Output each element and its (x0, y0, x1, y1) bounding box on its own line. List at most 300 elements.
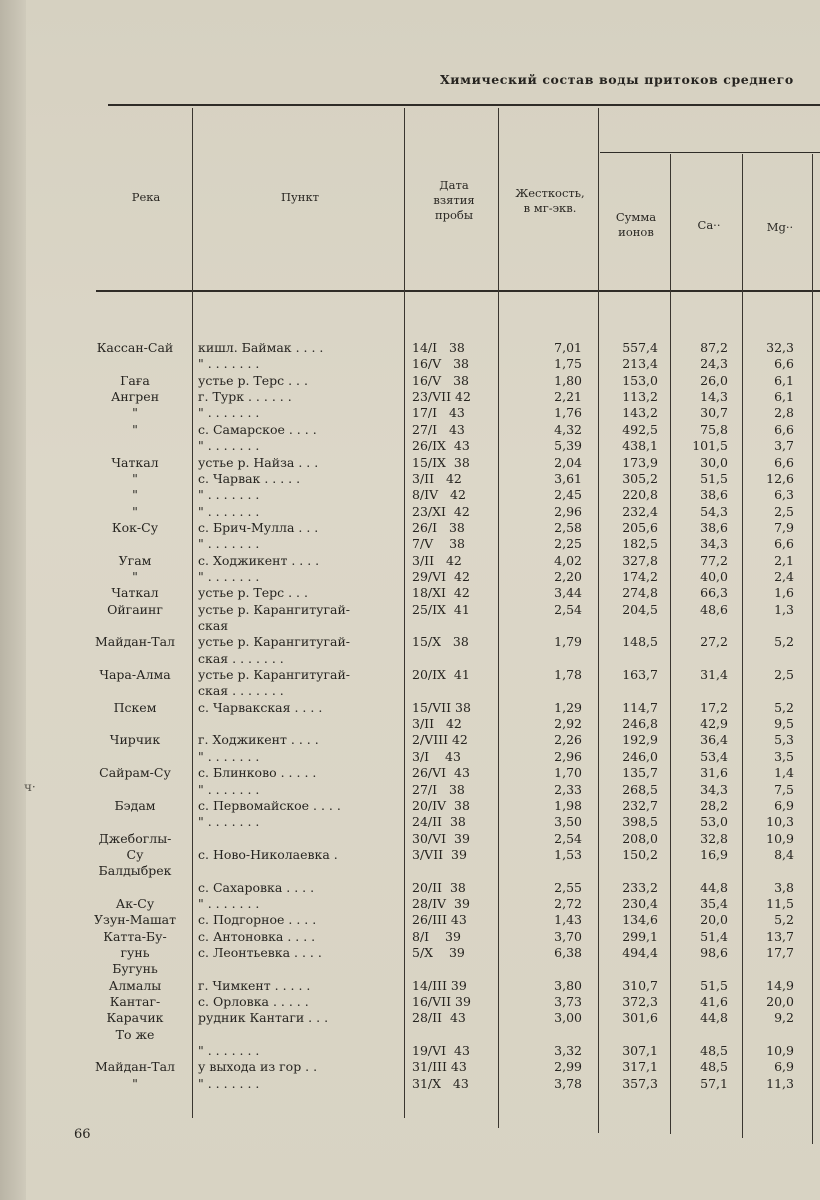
date-cell: 26/IX 43 (412, 438, 470, 454)
mg-cell: 17,7 (766, 945, 794, 960)
ca-cell: 57,1 (700, 1075, 728, 1091)
ca-cell: 36,4 (700, 732, 728, 748)
date-cell: 27/I 38 (412, 781, 465, 797)
table-row (0, 455, 820, 471)
hardness-cell: 2,55 (554, 879, 582, 895)
date-cell: 3/II 42 (412, 716, 462, 731)
point-cell: с. Самарское . . . . (198, 421, 317, 437)
hardness-cell: 6,38 (554, 945, 582, 960)
sum-ions-cell: 246,0 (622, 748, 658, 764)
river-cell: Узун-Машат (93, 912, 176, 928)
margin-mark: ч· (24, 780, 36, 794)
sum-ions-cell: 232,4 (622, 503, 658, 519)
sum-ions-cell: 213,4 (622, 356, 658, 372)
river-cell: Су (126, 846, 144, 862)
mg-cell: 6,1 (774, 389, 794, 405)
hardness-cell: 1,76 (554, 405, 582, 421)
mg-cell: 5,2 (774, 634, 794, 650)
date-cell: 18/XI 42 (412, 585, 470, 601)
ca-cell: 48,6 (700, 601, 728, 617)
date-cell: 28/IV 39 (412, 895, 470, 911)
hardness-cell: 2,25 (554, 536, 582, 552)
river-cell: Майдан-Тал (94, 1059, 176, 1075)
ca-cell: 87,2 (700, 340, 728, 355)
mg-cell: 10,3 (766, 814, 794, 830)
date-cell: 26/III 43 (412, 912, 467, 928)
table-row (0, 487, 820, 503)
ca-cell: 44,8 (700, 1010, 728, 1026)
ca-cell: 51,4 (700, 928, 728, 944)
mg-cell: 14,9 (766, 977, 794, 993)
hardness-cell: 2,04 (554, 454, 582, 470)
date-cell: 3/I 43 (412, 748, 461, 764)
mg-cell: 2,1 (774, 552, 794, 568)
hardness-cell: 2,20 (554, 568, 582, 584)
mg-cell: 6,6 (774, 536, 794, 552)
sum-ions-cell: 174,2 (622, 568, 658, 584)
river-cell: Чара-Алма (99, 667, 171, 682)
hardness-cell: 1,43 (554, 912, 582, 928)
table-row (0, 912, 820, 928)
sum-ions-cell: 134,6 (622, 912, 658, 928)
header-ca: Ca·· (697, 218, 721, 232)
point-cell: " . . . . . . . (198, 487, 260, 503)
date-cell: 2/VIII 42 (412, 732, 468, 748)
sum-ions-cell: 494,4 (622, 945, 658, 960)
point-cell: " . . . . . . . (198, 438, 260, 454)
point-cell: г. Чимкент . . . . . (198, 977, 311, 993)
mg-cell: 6,1 (774, 372, 794, 388)
table-row (0, 1059, 820, 1075)
point-cell: с. Леонтьевка . . . . (198, 945, 322, 960)
sum-ions-cell: 492,5 (622, 421, 658, 437)
river-cell: Чаткал (111, 454, 159, 470)
hardness-cell: 1,79 (554, 634, 582, 650)
river-cell: Бэдам (114, 797, 156, 813)
sum-ions-cell: 192,9 (622, 732, 658, 748)
mg-cell: 10,9 (766, 830, 794, 846)
date-cell: 15/IX 38 (412, 454, 470, 470)
sum-ions-cell: 208,0 (622, 830, 658, 846)
river-cell: Майдан-Тал (94, 634, 176, 650)
hardness-cell: 2,33 (554, 781, 582, 797)
table-row (0, 634, 820, 650)
sum-ions-cell: 317,1 (622, 1059, 658, 1075)
point-cell: с. Чарвак . . . . . (198, 470, 301, 486)
hardness-cell: 1,98 (554, 797, 582, 813)
ca-cell: 66,3 (700, 585, 728, 601)
date-cell: 28/II 43 (412, 1010, 466, 1026)
ca-cell: 53,0 (700, 814, 728, 830)
hardness-cell: 2,96 (554, 503, 582, 519)
hardness-cell: 1,80 (554, 372, 582, 388)
point-cell: с. Подгорное . . . . (198, 912, 317, 928)
hardness-cell: 2,96 (554, 748, 582, 764)
header-mg: Mg·· (766, 220, 794, 234)
point-cell: " . . . . . . . (198, 781, 260, 797)
hardness-cell: 5,39 (554, 438, 582, 454)
mg-cell: 8,4 (774, 846, 794, 862)
sum-ions-cell: 398,5 (622, 814, 658, 830)
point-cell: " . . . . . . . (198, 405, 260, 421)
hardness-cell: 2,72 (554, 895, 582, 911)
table-row (0, 1027, 820, 1043)
table-row (0, 732, 820, 748)
river-cell: Ойгаинг (107, 601, 163, 617)
point-cell: с. Орловка . . . . . (198, 994, 309, 1009)
hardness-cell: 7,01 (554, 340, 582, 355)
header-date (412, 178, 496, 223)
subheader-rule (600, 152, 820, 153)
river-cell: Угам (118, 552, 152, 568)
table-row (0, 536, 820, 552)
table-row (0, 896, 820, 912)
ca-cell: 14,3 (700, 389, 728, 405)
header-date-line: пробы (434, 208, 474, 222)
mg-cell: 3,5 (774, 748, 794, 764)
mg-cell: 6,6 (774, 356, 794, 372)
point-cell: г. Турк . . . . . . (198, 389, 292, 405)
river-cell: То же (115, 1026, 155, 1042)
ca-cell: 24,3 (700, 356, 728, 372)
ca-cell: 41,6 (700, 994, 728, 1009)
mg-cell: 6,9 (774, 1059, 794, 1075)
mg-cell: 32,3 (766, 340, 794, 355)
date-cell: 20/IV 38 (412, 797, 470, 813)
mg-cell: 9,2 (774, 1010, 794, 1026)
top-rule (108, 104, 820, 106)
mg-cell: 9,5 (774, 716, 794, 731)
mg-cell: 3,8 (774, 879, 794, 895)
sum-ions-cell: 143,2 (622, 405, 658, 421)
point-cell: устье р. Карангитугай- (198, 634, 351, 650)
date-cell: 19/VI 43 (412, 1043, 470, 1059)
table-row (0, 651, 820, 667)
point-cell: у выхода из гор . . (198, 1059, 318, 1075)
point-cell: с. Ново-Николаевка . (198, 846, 338, 862)
sum-ions-cell: 135,7 (622, 765, 658, 781)
ca-cell: 98,6 (700, 945, 728, 960)
mg-cell: 10,9 (766, 1043, 794, 1059)
ca-cell: 51,5 (700, 470, 728, 486)
table-row (0, 863, 820, 879)
date-cell: 26/VI 43 (412, 765, 470, 781)
hardness-cell: 1,75 (554, 356, 582, 372)
mg-cell: 2,8 (774, 405, 794, 421)
ca-cell: 40,0 (700, 568, 728, 584)
header-sum-line: ионов (618, 225, 654, 239)
table-row (0, 667, 820, 683)
table-row (0, 683, 820, 699)
date-cell: 8/I 39 (412, 928, 461, 944)
header-point: Пункт (280, 190, 319, 204)
point-cell: с. Первомайское . . . . (198, 797, 341, 813)
table-row (0, 716, 820, 732)
table-row (0, 1010, 820, 1026)
ca-cell: 31,4 (700, 667, 728, 682)
table-row (0, 814, 820, 830)
hardness-cell: 3,70 (554, 928, 582, 944)
table-row (0, 340, 820, 356)
date-cell: 8/IV 42 (412, 487, 466, 503)
sum-ions-cell: 113,2 (622, 389, 658, 405)
mg-cell: 6,9 (774, 797, 794, 813)
hardness-cell: 2,92 (554, 716, 582, 731)
ca-cell: 51,5 (700, 977, 728, 993)
point-cell: г. Ходжикент . . . . (198, 732, 319, 748)
mg-cell: 6,3 (774, 487, 794, 503)
sum-ions-cell: 230,4 (622, 895, 658, 911)
date-cell: 23/XI 42 (412, 503, 470, 519)
date-cell: 20/II 38 (412, 879, 466, 895)
sum-ions-cell: 372,3 (622, 994, 658, 1009)
point-cell: " . . . . . . . (198, 1075, 260, 1091)
ca-cell: 44,8 (700, 879, 728, 895)
date-cell: 24/II 38 (412, 814, 466, 830)
header-bottom-rule (96, 290, 820, 292)
table-row (0, 1076, 820, 1092)
river-cell: Чирчик (109, 732, 161, 748)
point-cell: ская . . . . . . . (198, 683, 284, 699)
mg-cell: 6,6 (774, 421, 794, 437)
date-cell: 29/VI 42 (412, 568, 470, 584)
river-cell: Карачик (106, 1010, 164, 1026)
mg-cell: 11,5 (766, 895, 794, 911)
point-cell: рудник Кантаги . . . (198, 1010, 329, 1026)
hardness-cell: 3,00 (554, 1010, 582, 1026)
point-cell: устье р. Карангитугай- (198, 601, 351, 617)
table-row (0, 749, 820, 765)
river-cell: Катта-Бу- (103, 928, 167, 944)
page-number: 66 (74, 1127, 91, 1142)
point-cell: устье р. Карангитугай- (198, 667, 351, 682)
header-sum-ions (602, 210, 670, 240)
hardness-cell: 2,21 (554, 389, 582, 405)
sum-ions-cell: 274,8 (622, 585, 658, 601)
ca-cell: 38,6 (700, 519, 728, 535)
point-cell: с. Антоновка . . . . (198, 928, 316, 944)
header-hardness-line: в мг-экв. (523, 201, 577, 215)
sum-ions-cell: 220,8 (622, 487, 658, 503)
date-cell: 31/X 43 (412, 1075, 469, 1091)
mg-cell: 11,3 (766, 1075, 794, 1091)
river-cell: Джебоглы- (98, 830, 172, 846)
point-cell: ская . . . . . . . (198, 650, 284, 666)
hardness-cell: 2,99 (554, 1059, 582, 1075)
river-cell: " (132, 421, 138, 437)
mg-cell: 1,6 (774, 585, 794, 601)
hardness-cell: 1,29 (554, 699, 582, 715)
hardness-cell: 1,70 (554, 765, 582, 781)
point-cell: устье р. Терс . . . (198, 585, 308, 601)
river-cell: Кантаг- (109, 994, 161, 1009)
table-row (0, 373, 820, 389)
date-cell: 15/X 38 (412, 634, 469, 650)
sum-ions-cell: 310,7 (622, 977, 658, 993)
ca-cell: 20,0 (700, 912, 728, 928)
date-cell: 27/I 43 (412, 421, 465, 437)
table-row (0, 569, 820, 585)
mg-cell: 1,3 (774, 601, 794, 617)
mg-cell: 5,2 (774, 699, 794, 715)
sum-ions-cell: 557,4 (622, 340, 658, 355)
point-cell: кишл. Баймак . . . . (198, 340, 324, 355)
table-row (0, 405, 820, 421)
table-row (0, 847, 820, 863)
point-cell: " . . . . . . . (198, 895, 260, 911)
table-row (0, 945, 820, 961)
hardness-cell: 1,78 (554, 667, 582, 682)
ca-cell: 26,0 (700, 372, 728, 388)
river-cell: " (132, 405, 138, 421)
mg-cell: 6,6 (774, 454, 794, 470)
point-cell: с. Сахаровка . . . . (198, 879, 315, 895)
ca-cell: 16,9 (700, 846, 728, 862)
ca-cell: 48,5 (700, 1043, 728, 1059)
hardness-cell: 3,61 (554, 470, 582, 486)
table-row (0, 765, 820, 781)
sum-ions-cell: 148,5 (622, 634, 658, 650)
ca-cell: 27,2 (700, 634, 728, 650)
ca-cell: 28,2 (700, 797, 728, 813)
date-cell: 26/I 38 (412, 519, 465, 535)
hardness-cell: 2,58 (554, 519, 582, 535)
hardness-cell: 4,02 (554, 552, 582, 568)
river-cell: Сайрам-Су (99, 765, 171, 781)
sum-ions-cell: 182,5 (622, 536, 658, 552)
hardness-cell: 2,54 (554, 601, 582, 617)
ca-cell: 31,6 (700, 765, 728, 781)
date-cell: 3/II 42 (412, 470, 462, 486)
ca-cell: 101,5 (692, 438, 728, 454)
river-cell: Гаға (120, 372, 150, 388)
river-cell: Балдыбрек (98, 863, 172, 879)
table-row (0, 978, 820, 994)
table-row (0, 798, 820, 814)
table-row (0, 618, 820, 634)
ca-cell: 34,3 (700, 536, 728, 552)
river-cell: гунь (120, 945, 150, 960)
river-cell: Кок-Су (111, 519, 159, 535)
river-cell: Ак-Су (115, 895, 155, 911)
mg-cell: 2,4 (774, 568, 794, 584)
sum-ions-cell: 153,0 (622, 372, 658, 388)
hardness-cell: 1,53 (554, 846, 582, 862)
header-date-line: Дата (439, 178, 469, 192)
mg-cell: 2,5 (774, 667, 794, 682)
river-cell: " (132, 568, 138, 584)
sum-ions-cell: 232,7 (622, 797, 658, 813)
point-cell: устье р. Найза . . . (198, 454, 319, 470)
ca-cell: 53,4 (700, 748, 728, 764)
table-row (0, 880, 820, 896)
point-cell: " . . . . . . . (198, 536, 260, 552)
point-cell: ская (198, 618, 229, 633)
mg-cell: 20,0 (766, 994, 794, 1009)
sum-ions-cell: 205,6 (622, 519, 658, 535)
sum-ions-cell: 163,7 (622, 667, 658, 682)
table-row (0, 553, 820, 569)
table-row (0, 929, 820, 945)
hardness-cell: 3,73 (554, 994, 582, 1009)
mg-cell: 7,9 (774, 519, 794, 535)
point-cell: с. Блинково . . . . . (198, 765, 317, 781)
mg-cell: 1,4 (774, 765, 794, 781)
table-row (0, 782, 820, 798)
header-date-line: взятия (433, 193, 475, 207)
river-cell: Алмалы (108, 977, 162, 993)
point-cell: " . . . . . . . (198, 503, 260, 519)
mg-cell: 2,5 (774, 503, 794, 519)
point-cell: с. Ходжикент . . . . (198, 552, 320, 568)
hardness-cell: 2,45 (554, 487, 582, 503)
sum-ions-cell: 307,1 (622, 1043, 658, 1059)
point-cell: устье р. Терс . . . (198, 372, 308, 388)
date-cell: 17/I 43 (412, 405, 465, 421)
river-cell: " (132, 487, 138, 503)
river-cell: " (132, 1075, 138, 1091)
hardness-cell: 3,80 (554, 977, 582, 993)
mg-cell: 13,7 (766, 928, 794, 944)
table-row (0, 1043, 820, 1059)
mg-cell: 5,3 (774, 732, 794, 748)
mg-cell: 12,6 (766, 470, 794, 486)
ca-cell: 17,2 (700, 699, 728, 715)
sum-ions-cell: 114,7 (622, 699, 658, 715)
point-cell: " . . . . . . . (198, 568, 260, 584)
sum-ions-cell: 301,6 (622, 1010, 658, 1026)
hardness-cell: 3,44 (554, 585, 582, 601)
sum-ions-cell: 150,2 (622, 846, 658, 862)
table-row (0, 471, 820, 487)
sum-ions-cell: 357,3 (622, 1075, 658, 1091)
ca-cell: 30,0 (700, 454, 728, 470)
table-row (0, 602, 820, 618)
date-cell: 3/VII 39 (412, 846, 467, 862)
table-row (0, 422, 820, 438)
ca-cell: 48,5 (700, 1059, 728, 1075)
table-title: Химический состав воды притоков среднего (440, 72, 794, 87)
hardness-cell: 2,54 (554, 830, 582, 846)
river-cell: Ангрен (110, 389, 160, 405)
ca-cell: 30,7 (700, 405, 728, 421)
header-hardness-line: Жесткость, (515, 186, 585, 200)
table-row (0, 438, 820, 454)
hardness-cell: 3,32 (554, 1043, 582, 1059)
mg-cell: 5,2 (774, 912, 794, 928)
sum-ions-cell: 233,2 (622, 879, 658, 895)
date-cell: 15/VII 38 (412, 699, 471, 715)
hardness-cell: 4,32 (554, 421, 582, 437)
river-cell: " (132, 503, 138, 519)
table-row (0, 504, 820, 520)
sum-ions-cell: 299,1 (622, 928, 658, 944)
date-cell: 14/I 38 (412, 340, 465, 355)
sum-ions-cell: 305,2 (622, 470, 658, 486)
sum-ions-cell: 438,1 (622, 438, 658, 454)
hardness-cell: 2,26 (554, 732, 582, 748)
date-cell: 14/III 39 (412, 977, 467, 993)
ca-cell: 38,6 (700, 487, 728, 503)
ca-cell: 42,9 (700, 716, 728, 731)
point-cell: " . . . . . . . (198, 814, 260, 830)
river-cell: Кассан-Сай (96, 340, 174, 355)
table-row (0, 994, 820, 1010)
date-cell: 23/VII 42 (412, 389, 471, 405)
river-cell: Пскем (113, 699, 157, 715)
date-cell: 20/IX 41 (412, 667, 470, 682)
date-cell: 16/V 38 (412, 356, 469, 372)
